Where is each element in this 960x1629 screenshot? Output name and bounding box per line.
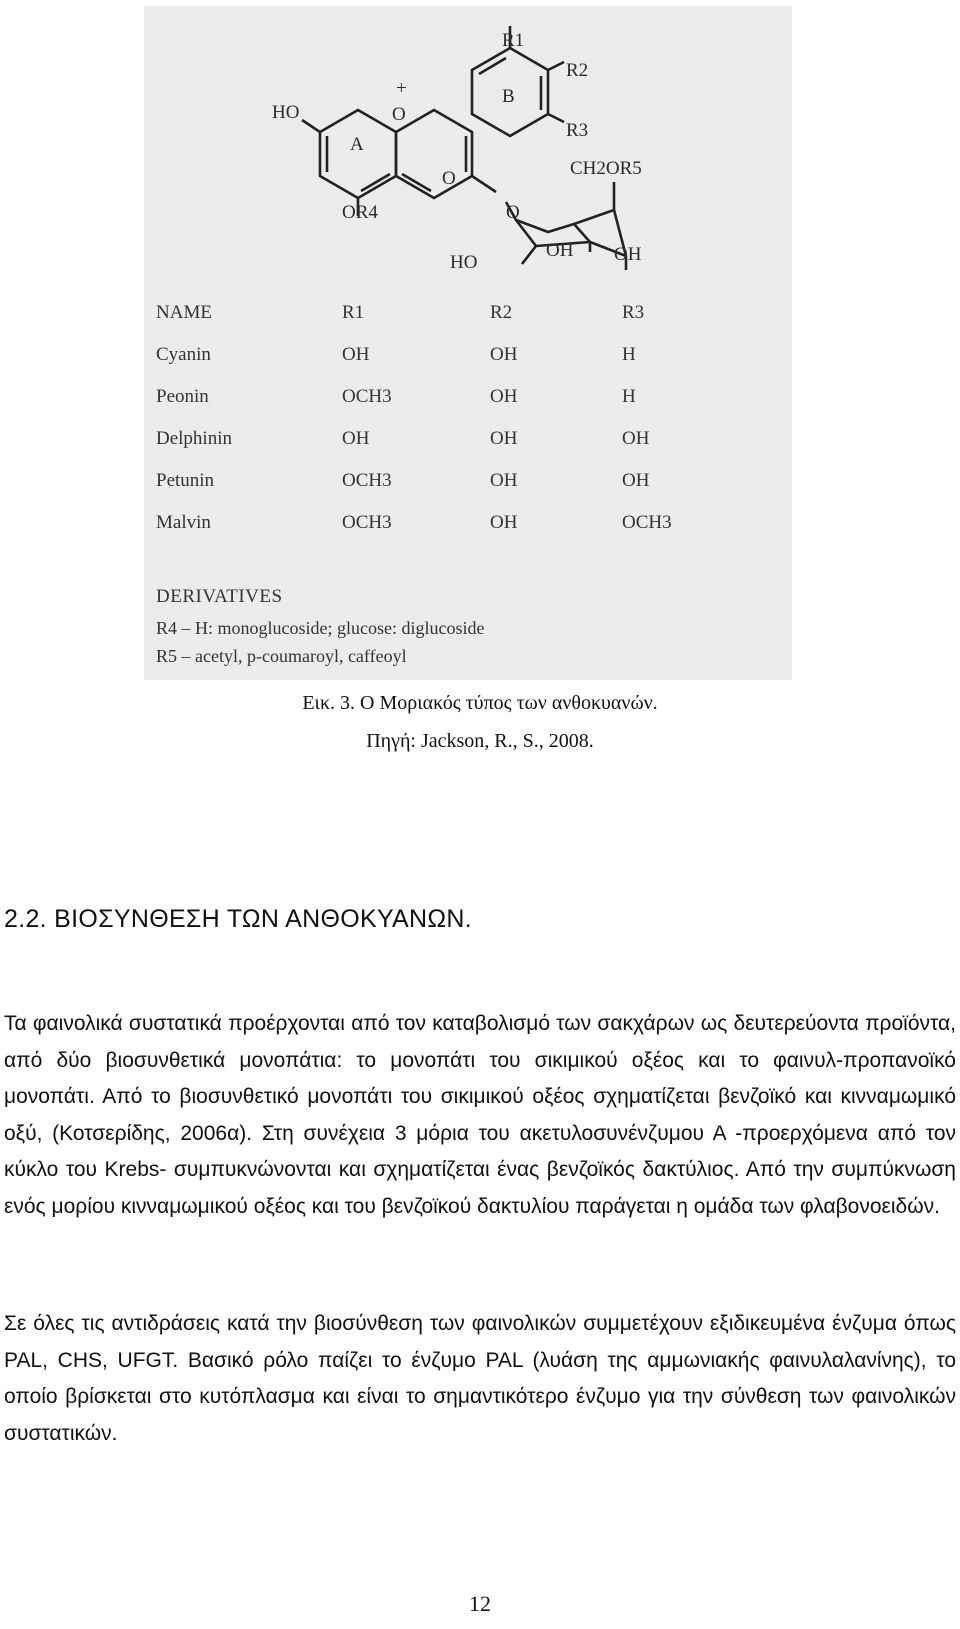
section-heading: 2.2. ΒΙΟΣΥΝΘΕΣΗ ΤΩΝ ΑΝΘΟΚΥΑΝΩΝ.	[4, 905, 472, 933]
table-cell: OH	[342, 344, 370, 365]
oh-right-label: OH	[614, 244, 642, 265]
table-row	[156, 470, 776, 500]
table-cell: OH	[490, 470, 518, 491]
molecular-structure-diagram	[144, 6, 792, 680]
table-cell: Cyanin	[156, 344, 211, 365]
table-cell: OCH3	[622, 512, 672, 533]
figure-source: Πηγή: Jackson, R., S., 2008.	[366, 730, 594, 752]
o-plus-label: +	[396, 78, 407, 99]
or4-label: OR4	[342, 202, 378, 223]
oh-mid-label: OH	[546, 240, 574, 261]
table-cell: Petunin	[156, 470, 215, 491]
ring-a-label: A	[350, 134, 364, 155]
table-row	[156, 344, 776, 374]
r1-label: R1	[502, 30, 525, 51]
page-number: 12	[469, 1591, 491, 1616]
r3-label: R3	[566, 120, 589, 141]
derivatives-line-r4: R4 – H: monoglucoside; glucose: diglucoside	[156, 618, 485, 638]
table-header: R1	[342, 302, 365, 323]
paragraph-biosynthesis: Τα φαινολικά συστατικά προέρχονται από τον καταβολισμό των σακχάρων ως δευτερεύοντα προϊόντα, από δύο βιοσυνθετικά μονοπάτια: το μονοπάτι του σικιμικού οξέος και το φαινυλ-προπανοϊκό μονοπάτι. Από το βιοσυνθετικό μονοπάτι του σικιμικού οξέος σχηματίζεται βενζοϊκό και κινναμωμικό οξύ, (Κοτσερίδης, 2006α). Στη συνέχεια 3 μόρια του ακετυλοσυνένζυμου Α -προερχόμενα από τον κύκλο του Krebs- συμπυκνώνονται και σχηματίζεται ένας βενζοϊκός δακτύλιος. Από την συμπύκνωση ενός μορίου κινναμωμικού οξέος και του βενζοϊκού δακτυλίου παράγεται η ομάδα των φλαβονοειδών.	[4, 1012, 956, 1218]
table-cell: H	[622, 344, 636, 365]
table-header-row	[156, 302, 776, 332]
o-link-label: O	[442, 168, 456, 189]
o-sugar-label: O	[506, 202, 520, 223]
ho-sugar-label: HO	[450, 252, 478, 273]
table-header: NAME	[156, 302, 212, 323]
table-cell: H	[622, 386, 636, 407]
table-row	[156, 428, 776, 458]
table-cell: OH	[490, 344, 518, 365]
derivatives-line-r5: R5 – acetyl, p-coumaroyl, caffeoyl	[156, 646, 407, 666]
table-header: R3	[622, 302, 645, 323]
table-cell: OH	[622, 428, 650, 449]
ho-left-label: HO	[272, 102, 300, 123]
table-cell: OCH3	[342, 386, 392, 407]
table-cell: OH	[342, 428, 370, 449]
table-cell: Malvin	[156, 512, 211, 533]
table-header: R2	[490, 302, 513, 323]
table-cell: OH	[622, 470, 650, 491]
table-cell: Peonin	[156, 386, 209, 407]
o-ring-label: O	[392, 104, 406, 125]
derivatives-title: DERIVATIVES	[156, 586, 283, 607]
figure-caption: Εικ. 3. Ο Μοριακός τύπος των ανθοκυανών.	[302, 692, 658, 714]
ring-b-label: B	[502, 86, 515, 107]
table-cell: OH	[490, 386, 518, 407]
r2-label: R2	[566, 60, 589, 81]
table-cell: Delphinin	[156, 428, 232, 449]
table-cell: OCH3	[342, 470, 392, 491]
table-cell: OH	[490, 428, 518, 449]
table-row	[156, 512, 776, 542]
table-cell: OCH3	[342, 512, 392, 533]
table-cell: OH	[490, 512, 518, 533]
paragraph-enzymes: Σε όλες τις αντιδράσεις κατά την βιοσύνθεση των φαινολικών συμμετέχουν εξιδικευμένα ένζυμα όπως PAL, CHS, UFGT. Βασικό ρόλο παίζει το ένζυμο PAL (λυάση της αμμωνιακής φαινυλαλανίνης), το οποίο βρίσκεται στο κυτόπλασμα και είναι το σημαντικότερο ένζυμο για την σύνθεση των φαινολικών συστατικών.	[4, 1312, 956, 1445]
table-row	[156, 386, 776, 416]
ch2or5-label: CH2OR5	[570, 158, 642, 179]
anthocyanin-figure	[144, 6, 792, 680]
